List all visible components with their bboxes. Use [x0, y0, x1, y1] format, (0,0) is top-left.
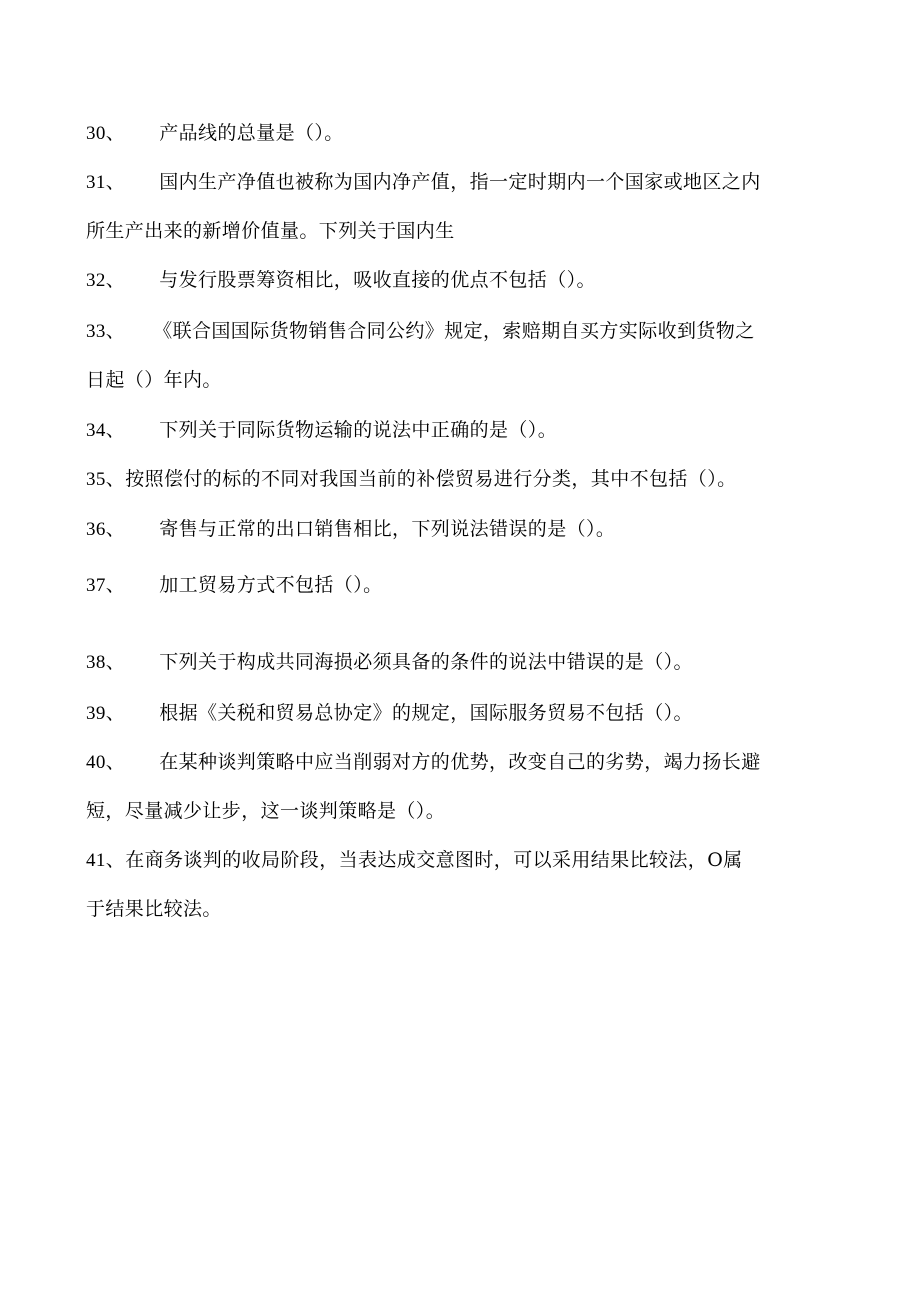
- question-number: 35、: [86, 469, 126, 490]
- question-number: 30、: [86, 123, 126, 144]
- question-number: 38、: [86, 652, 126, 673]
- question-34: [86, 418, 826, 443]
- question-text: 短，尽量减少让步，这一谈判策略是（）。: [86, 800, 446, 822]
- question-30: [86, 121, 826, 146]
- question-31: [86, 170, 826, 195]
- question-text: 国内生产净值也被称为国内净产值，指一定时期内一个国家或地区之内: [159, 171, 761, 193]
- question-text: 根据《关税和贸易总协定》的规定，国际服务贸易不包括（）。: [159, 702, 693, 724]
- question-number: 41、: [86, 850, 126, 871]
- question-number: 34、: [86, 420, 126, 441]
- question-number: 31、: [86, 172, 126, 193]
- question-text: 于结果比较法。: [86, 898, 222, 920]
- question-41-continuation: [86, 897, 826, 921]
- question-text: 在某种谈判策略中应当削弱对方的优势，改变自己的劣势，竭力扬长避: [159, 751, 761, 773]
- question-33-continuation: [86, 368, 826, 392]
- question-text: 《联合国国际货物销售合同公约》规定，索赔期自买方实际收到货物之: [153, 320, 755, 342]
- question-number: 37、: [86, 575, 126, 596]
- question-number: 36、: [86, 519, 126, 540]
- question-text: 日起（）年内。: [86, 369, 222, 391]
- question-32: [86, 268, 826, 293]
- question-number: 39、: [86, 703, 126, 724]
- question-text: 下列关于同际货物运输的说法中正确的是（）。: [159, 419, 558, 441]
- question-35: [86, 467, 826, 492]
- question-38: [86, 650, 826, 675]
- question-text: 在商务谈判的收局阶段，当表达成交意图时，可以采用结果比较法，O属: [125, 849, 743, 871]
- question-text: 寄售与正常的出口销售相比，下列说法错误的是（）。: [159, 518, 616, 540]
- question-text: 所生产出来的新增价值量。下列关于国内生: [86, 220, 455, 242]
- question-36: [86, 517, 826, 542]
- question-40: [86, 750, 826, 775]
- question-31-continuation: [86, 219, 826, 243]
- question-text: 下列关于构成共同海损必须具备的条件的说法中错误的是（）。: [159, 651, 693, 673]
- question-text: 与发行股票筹资相比，吸收直接的优点不包括（）。: [159, 269, 596, 291]
- question-text: 加工贸易方式不包括（）。: [159, 574, 383, 596]
- question-text: 产品线的总量是（）。: [159, 122, 344, 144]
- question-number: 33、: [86, 321, 126, 342]
- question-number: 32、: [86, 270, 126, 291]
- question-number: 40、: [86, 752, 126, 773]
- question-39: [86, 701, 826, 726]
- question-41: [86, 848, 826, 873]
- question-37: [86, 573, 826, 598]
- question-33: [86, 319, 826, 344]
- question-40-continuation: [86, 799, 826, 823]
- question-text: 按照偿付的标的不同对我国当前的补偿贸易进行分类，其中不包括（）。: [125, 468, 737, 490]
